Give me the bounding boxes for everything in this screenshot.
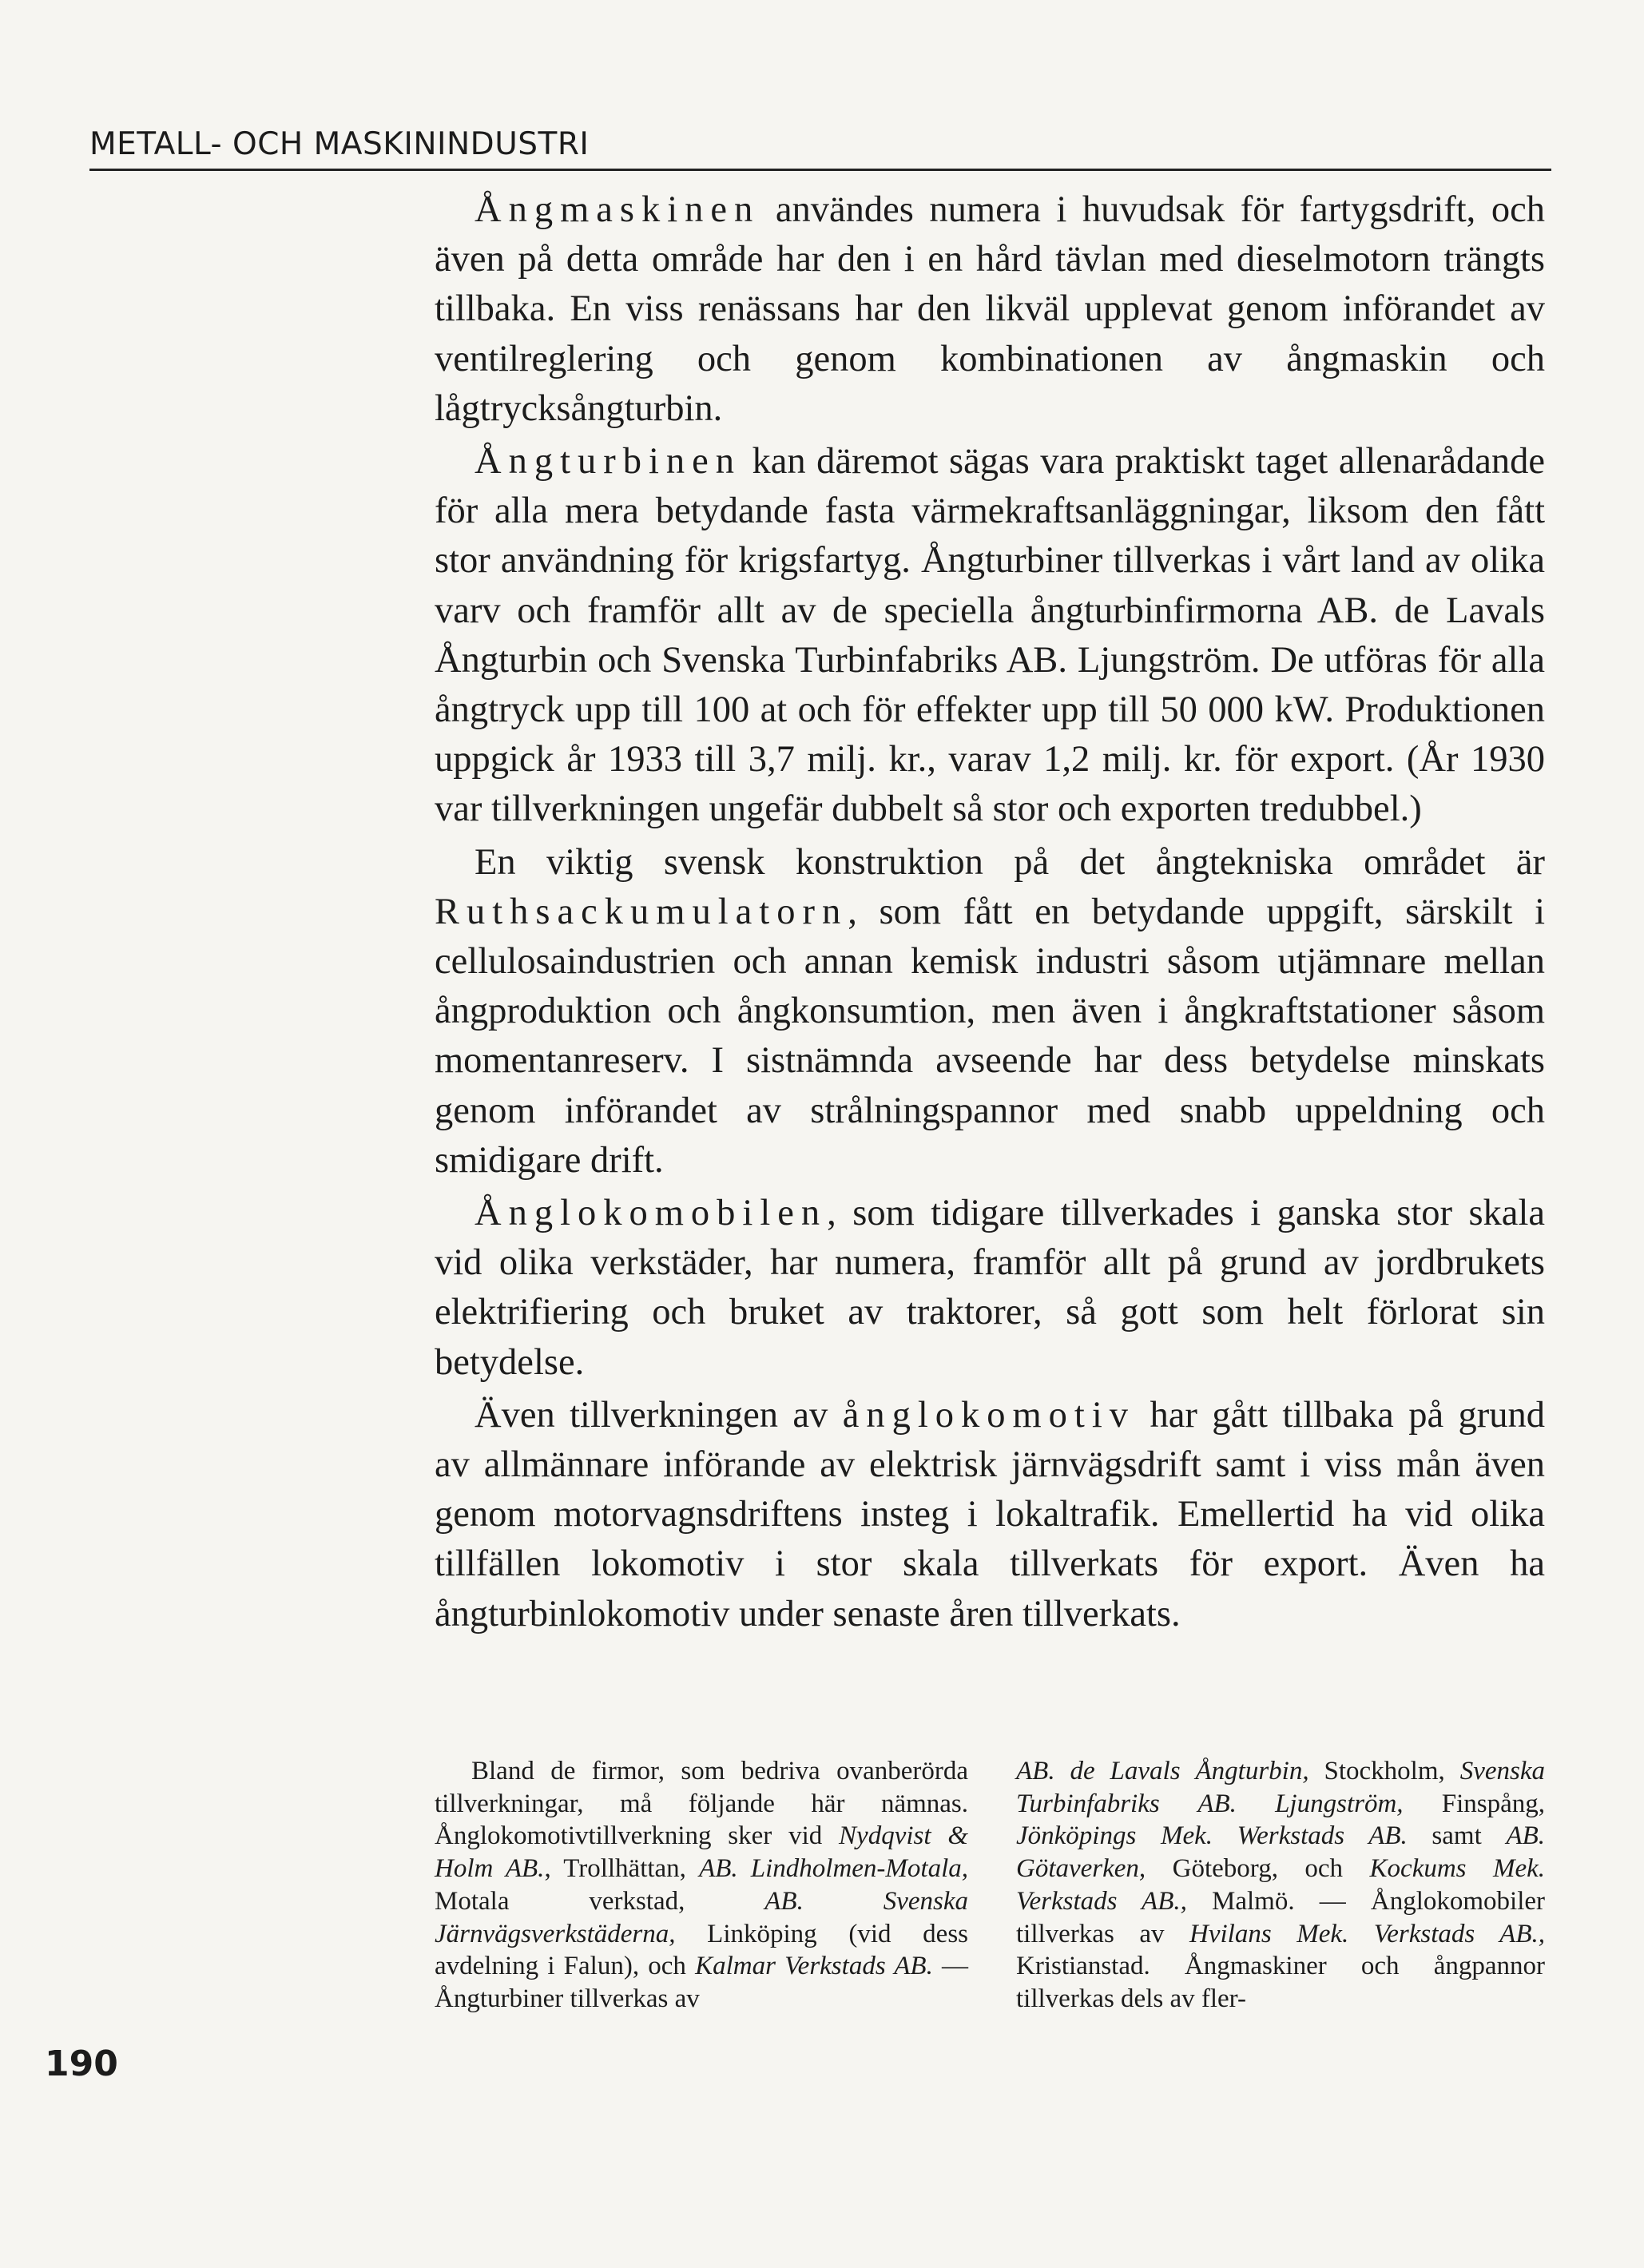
footnote-run: Linköping (vid dess avdelning i Falun), och <box>435 1919 968 1981</box>
footnote-run: Göteborg, och <box>1146 1854 1370 1884</box>
paragraph-text: En viktig svensk konstruktion på det ångtekniska området är <box>475 841 1545 883</box>
footnote-run: Stockholm, <box>1308 1757 1460 1785</box>
firm-name: AB. Svenska Järnvägsverkstäderna, <box>435 1886 968 1948</box>
firm-name: AB. Lindholmen-Motala, <box>699 1854 968 1884</box>
footnote-column-left <box>435 1755 968 2016</box>
footnote-run: Kristianstad. Ångmaskiner och ångpannor tillverkas dels av fler- <box>1016 1952 1545 2013</box>
paragraph-text: kan däremot sägas vara praktiskt taget allenarådande för alla mera betydande fasta värmekraftsanläggningar, liksom den fått stor användning för krigsfartyg. Ångturbiner tillverkas i vårt land av olika varv och framför allt av de speciella ångturbinfirmorna AB. de Lavals Ångturbin och Svenska Turbinfabriks AB. Ljungström. De utföras för alla ångtryck upp till 100 at och för effekter upp till 50 000 kW. Produktionen uppgick år 1933 till 3,7 milj. kr., varav 1,2 milj. kr. för export. (År 1930 var tillverkningen ungefär dubbelt så stor och exporten tredubbel.) <box>435 441 1545 830</box>
paragraph-anglokomobilen <box>435 1189 1545 1388</box>
footnote-run: , Trollhättan, <box>544 1854 700 1884</box>
paragraph-text: användes numera i huvudsak för fartygsdrift, och även på detta område har den i en hård tävlan med dieselmotorn trängts tillbaka. En viss renässans har den likväl upplevat genom införandet av ventilreglering och genom kombinationen av ångmaskin och lågtrycksångturbin. <box>435 189 1545 429</box>
paragraph-ruthsackumulatorn <box>435 838 1545 1186</box>
paragraph-text: , som fått en betydande uppgift, särskilt i cellulosaindustrien och annan kemisk industri såsom utjämnare mellan ångproduktion och ångkonsumtion, men även i ångkraftstationer såsom momentanreserv. I sistnämnda avseende har dess betydelse minskats genom införandet av strålningspannor med snabb uppeldning och smidigare drift. <box>435 891 1545 1181</box>
firm-name: Hvilans Mek. Verkstads AB., <box>1189 1919 1545 1948</box>
firm-name: AB. de Lavals Ångturbin, <box>1016 1757 1309 1785</box>
firm-name: Svenska Turbinfabriks AB. Ljungström, <box>1016 1757 1545 1818</box>
paragraph-text: , som tidigare tillverkades i ganska stor skala vid olika verkstäder, har numera, framför allt på grund av jordbrukets elektrifiering och bruket av traktorer, så gott som helt förlorat sin betydelse. <box>435 1193 1545 1383</box>
footnote-run: Finspång, <box>1403 1789 1546 1818</box>
footnote-column-right <box>1016 1755 1545 2016</box>
footnote-run: Bland de firmor, som bedriva ovanberörda tillverkningar, må följande här nämnas. Ånglokomotivtillverkning sker vid <box>435 1757 968 1851</box>
footnote-run: Malmö. — Ånglokomobiler tillverkas av <box>1016 1886 1545 1948</box>
paragraph-anglokomotiv <box>435 1391 1545 1639</box>
firm-name: Nydqvist & Holm AB. <box>435 1821 968 1884</box>
firm-name: Jönköpings Mek. Werkstads AB. <box>1016 1821 1408 1851</box>
spaced-term: ånglokomotiv <box>842 1394 1136 1436</box>
footnote-text <box>1016 1755 1545 2016</box>
spaced-term: Ånglokomobilen <box>475 1193 828 1234</box>
footnote-run: samt <box>1407 1821 1507 1851</box>
page-number: 190 <box>45 2044 118 2084</box>
spaced-term: Ruthsackumulatorn <box>435 891 848 932</box>
running-header <box>89 126 1551 171</box>
firm-name: Kalmar Verkstads AB. <box>695 1952 933 1981</box>
footnote-run: Motala verkstad, <box>435 1886 765 1916</box>
paragraph-angturbinen <box>435 437 1545 835</box>
firm-name: AB. Götaverken, <box>1016 1821 1546 1884</box>
footnote-text <box>435 1755 968 2016</box>
spaced-term: Ångmaskinen <box>475 189 760 230</box>
spaced-term: Ångturbinen <box>475 441 742 483</box>
running-title: METALL- OCH MASKININDUSTRI <box>89 126 590 162</box>
footnote-run: — Ångturbiner tillverkas av <box>435 1952 969 2013</box>
paragraph-text: har gått tillbaka på grund av allmännare införande av elektrisk järnvägsdrift samt i viss mån även genom motorvagnsdriftens insteg i lokaltrafik. Emellertid ha vid olika tillfällen lokomotiv i stor skala tillverkats för export. Även ha ångturbinlokomotiv under senaste åren tillverkats. <box>435 1394 1546 1634</box>
paragraph-text: Även tillverkningen av <box>475 1394 843 1436</box>
main-text <box>435 185 1545 1639</box>
firm-name: Kockums Mek. Verkstads AB., <box>1016 1854 1546 1916</box>
paragraph-angmaskinen <box>435 185 1545 434</box>
